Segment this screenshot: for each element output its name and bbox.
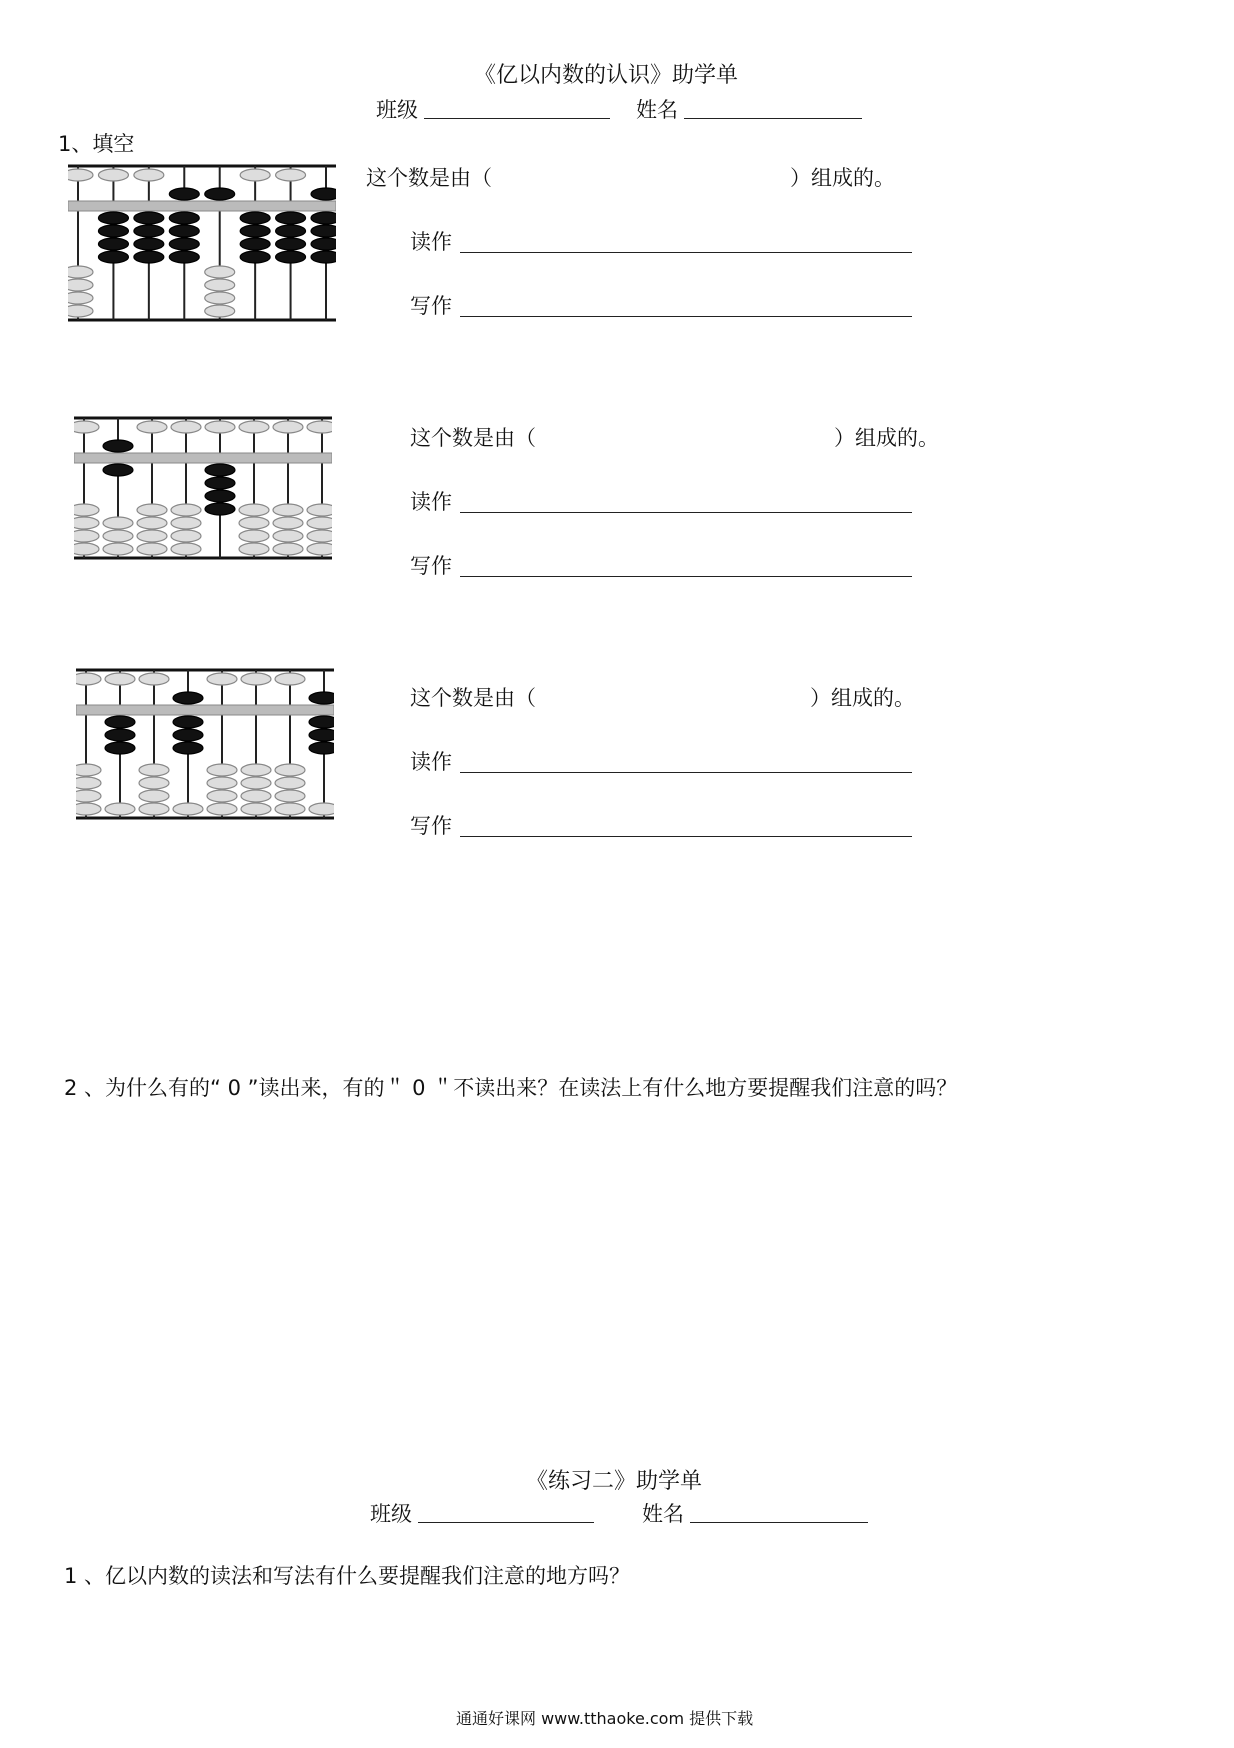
abacus-bead-counted [173, 716, 203, 728]
abacus-bead-counted [98, 251, 128, 263]
abacus-bead-idle [74, 543, 99, 555]
abacus-bead-counted [169, 225, 199, 237]
abacus-bead-idle [171, 517, 201, 529]
problem-3-write-label: 写作 [410, 814, 452, 838]
abacus-bead-idle [205, 305, 235, 317]
footer-credit: 通通好课网 www.tthaoke.com 提供下载 [456, 1709, 754, 1728]
abacus-bead-idle [68, 169, 93, 181]
abacus-bead-idle [103, 517, 133, 529]
abacus-bead-idle [171, 543, 201, 555]
abacus-bead-counted [311, 238, 336, 250]
abacus-bead-idle [76, 764, 101, 776]
problem-2-suffix: ）组成的。 [834, 426, 939, 450]
abacus-bead-idle [137, 517, 167, 529]
abacus-bead-counted [98, 225, 128, 237]
abacus-bead-idle [137, 421, 167, 433]
abacus-bead-idle [241, 764, 271, 776]
abacus-bead-counted [240, 212, 270, 224]
problem-1-read-field[interactable] [460, 252, 912, 253]
problem-3-write-field[interactable] [460, 836, 912, 837]
abacus-bead-idle [139, 777, 169, 789]
abacus-bead-idle [273, 517, 303, 529]
abacus-bead-idle [74, 530, 99, 542]
abacus-bead-idle [309, 803, 334, 815]
abacus-bead-idle [239, 530, 269, 542]
abacus-bead-counted [98, 212, 128, 224]
abacus-bead-counted [205, 464, 235, 476]
abacus-bead-idle [307, 530, 332, 542]
abacus-bead-idle [241, 803, 271, 815]
sheet2-class-label: 班级 [370, 1502, 412, 1526]
abacus-bead-counted [134, 212, 164, 224]
abacus-bead-counted [311, 225, 336, 237]
abacus-beam [74, 453, 332, 463]
abacus-bead-idle [74, 421, 99, 433]
problem-3-prefix: 这个数是由（ [410, 686, 536, 710]
abacus-bead-idle [171, 530, 201, 542]
abacus-bead-idle [241, 673, 271, 685]
abacus-bead-counted [311, 212, 336, 224]
problem-1-read-label: 读作 [410, 230, 452, 254]
abacus-bead-counted [309, 716, 334, 728]
abacus-bead-counted [311, 251, 336, 263]
abacus-bead-idle [137, 543, 167, 555]
abacus-bead-idle [171, 421, 201, 433]
abacus-bead-idle [205, 292, 235, 304]
abacus-bead-counted [309, 729, 334, 741]
abacus-bead-idle [105, 673, 135, 685]
abacus-bead-idle [307, 421, 332, 433]
sheet2-title: 《练习二》助学单 [526, 1469, 703, 1494]
abacus-bead-counted [169, 251, 199, 263]
class-field[interactable] [424, 118, 610, 119]
abacus-bead-counted [105, 729, 135, 741]
abacus-bead-idle [275, 764, 305, 776]
abacus-bead-idle [68, 305, 93, 317]
abacus-bead-idle [76, 803, 101, 815]
abacus-bead-idle [74, 517, 99, 529]
abacus-bead-idle [134, 169, 164, 181]
abacus-bead-idle [207, 777, 237, 789]
abacus-bead-idle [307, 504, 332, 516]
abacus-bead-idle [239, 517, 269, 529]
problem-2-read-label: 读作 [410, 490, 452, 514]
problem-3-read-label: 读作 [410, 750, 452, 774]
abacus-bead-idle [137, 530, 167, 542]
abacus-bead-idle [207, 803, 237, 815]
abacus-bead-idle [241, 790, 271, 802]
problem-1-suffix: ）组成的。 [790, 166, 895, 190]
abacus-bead-idle [173, 803, 203, 815]
abacus-bead-idle [105, 803, 135, 815]
problem-3-suffix: ）组成的。 [810, 686, 915, 710]
abacus-bead-counted [205, 477, 235, 489]
abacus-bead-counted [105, 742, 135, 754]
abacus-bead-idle [307, 543, 332, 555]
abacus-bead-idle [239, 504, 269, 516]
abacus-bead-counted [169, 212, 199, 224]
abacus-bead-counted [205, 490, 235, 502]
abacus-bead-counted [105, 716, 135, 728]
abacus-bead-idle [139, 673, 169, 685]
abacus-bead-counted [205, 188, 235, 200]
abacus-bead-idle [76, 673, 101, 685]
abacus-bead-counted [169, 238, 199, 250]
abacus-figure-1 [68, 160, 336, 326]
sheet2-question-1: 1 、亿以内数的读法和写法有什么要提醒我们注意的地方吗？ [64, 1564, 631, 1588]
problem-1-write-label: 写作 [410, 294, 452, 318]
abacus-bead-counted [276, 212, 306, 224]
abacus-bead-idle [275, 777, 305, 789]
abacus-bead-idle [205, 279, 235, 291]
abacus-bead-counted [311, 188, 336, 200]
abacus-bead-idle [239, 543, 269, 555]
abacus-bead-counted [173, 729, 203, 741]
abacus-bead-counted [309, 742, 334, 754]
abacus-bead-idle [276, 169, 306, 181]
abacus-bead-idle [273, 421, 303, 433]
abacus-bead-idle [239, 421, 269, 433]
abacus-bead-counted [173, 692, 203, 704]
abacus-bead-idle [207, 673, 237, 685]
abacus-bead-counted [276, 238, 306, 250]
abacus-bead-idle [68, 266, 93, 278]
abacus-bead-counted [103, 464, 133, 476]
problem-2-write-label: 写作 [410, 554, 452, 578]
abacus-bead-counted [276, 225, 306, 237]
abacus-bead-idle [68, 292, 93, 304]
class-label: 班级 [376, 98, 418, 122]
abacus-bead-idle [139, 764, 169, 776]
abacus-bead-counted [98, 238, 128, 250]
abacus-bead-idle [171, 504, 201, 516]
problem-2-prefix: 这个数是由（ [410, 426, 536, 450]
name-label: 姓名 [636, 98, 678, 122]
abacus-bead-counted [103, 440, 133, 452]
abacus-bead-idle [307, 517, 332, 529]
problem-1-write-field[interactable] [460, 316, 912, 317]
abacus-bead-idle [275, 673, 305, 685]
abacus-bead-idle [76, 777, 101, 789]
abacus-bead-idle [68, 279, 93, 291]
abacus-beam [76, 705, 334, 715]
problem-3-read-field[interactable] [460, 772, 912, 773]
abacus-figure-2 [74, 412, 332, 564]
abacus-bead-idle [207, 764, 237, 776]
abacus-bead-counted [240, 225, 270, 237]
abacus-bead-idle [137, 504, 167, 516]
abacus-bead-idle [74, 504, 99, 516]
problem-2-read-field[interactable] [460, 512, 912, 513]
abacus-bead-idle [139, 790, 169, 802]
abacus-bead-idle [273, 504, 303, 516]
abacus-bead-idle [98, 169, 128, 181]
abacus-bead-idle [139, 803, 169, 815]
abacus-bead-counted [276, 251, 306, 263]
question-1-label: 1、填空 [58, 132, 135, 156]
abacus-bead-idle [205, 266, 235, 278]
abacus-bead-idle [205, 421, 235, 433]
abacus-bead-counted [240, 251, 270, 263]
abacus-bead-counted [134, 238, 164, 250]
abacus-bead-idle [240, 169, 270, 181]
sheet2-name-field[interactable] [690, 1522, 868, 1523]
abacus-bead-idle [273, 530, 303, 542]
abacus-bead-counted [205, 503, 235, 515]
abacus-bead-idle [103, 543, 133, 555]
abacus-bead-idle [241, 777, 271, 789]
abacus-bead-idle [275, 803, 305, 815]
abacus-beam [68, 201, 336, 211]
name-field[interactable] [684, 118, 862, 119]
abacus-bead-counted [173, 742, 203, 754]
sheet2-name-label: 姓名 [642, 1502, 684, 1526]
abacus-bead-idle [76, 790, 101, 802]
abacus-bead-idle [103, 530, 133, 542]
abacus-bead-counted [134, 225, 164, 237]
abacus-bead-counted [169, 188, 199, 200]
abacus-bead-idle [275, 790, 305, 802]
sheet2-class-field[interactable] [418, 1522, 594, 1523]
abacus-bead-idle [207, 790, 237, 802]
question-2: 2 、为什么有的“ 0 ”读出来，有的＂ 0 ＂不读出来？在读法上有什么地方要提醒我们注意的吗？ [64, 1076, 958, 1100]
abacus-bead-counted [309, 692, 334, 704]
abacus-bead-counted [240, 238, 270, 250]
problem-1-prefix: 这个数是由（ [366, 166, 492, 190]
abacus-bead-counted [134, 251, 164, 263]
sheet1-title: 《亿以内数的认识》助学单 [474, 63, 739, 88]
problem-2-write-field[interactable] [460, 576, 912, 577]
abacus-bead-idle [273, 543, 303, 555]
abacus-figure-3 [76, 664, 334, 824]
